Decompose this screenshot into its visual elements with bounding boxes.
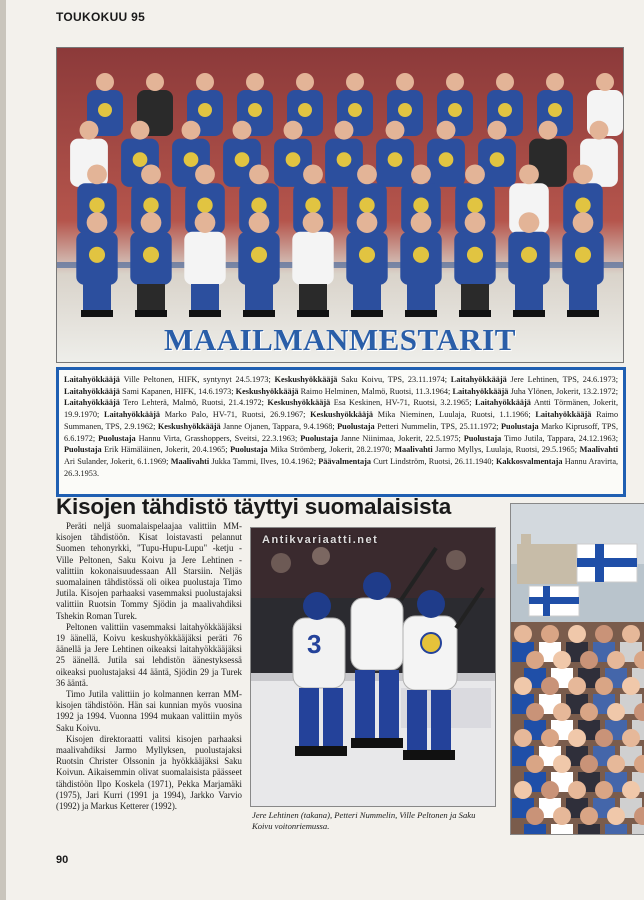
team-photo-image bbox=[57, 48, 623, 362]
roster-player: Raimo Summanen, TPS, 2.9.1962; bbox=[64, 410, 619, 431]
roster-player: Juha Ylönen, Jokerit, 13.2.1972; bbox=[510, 386, 619, 396]
page-spine bbox=[0, 0, 6, 900]
roster-player: Raimo Helminen, Malmö, Ruotsi, 11.3.1964; bbox=[300, 386, 451, 396]
page-number: 90 bbox=[56, 854, 69, 866]
roster-role: Maalivahti bbox=[170, 456, 210, 466]
roster-entry bbox=[230, 445, 392, 454]
roster-player: Saku Koivu, TPS, 23.11.1974; bbox=[341, 375, 447, 384]
roster-player: Marko Kiprusoff, TPS, 6.6.1972; bbox=[64, 421, 619, 443]
roster-role: Maalivahti bbox=[579, 445, 619, 455]
roster-player: Janne Ojanen, Tappara, 9.4.1968; bbox=[223, 421, 335, 431]
roster-entry bbox=[64, 398, 264, 407]
roster-role: Laitahyökkääjä bbox=[474, 398, 531, 408]
roster-role: Puolustaja bbox=[463, 433, 502, 443]
roster-role: Puolustaja bbox=[230, 445, 268, 455]
roster-entry bbox=[310, 410, 531, 419]
roster-role: Puolustaja bbox=[98, 433, 136, 443]
roster-player: Jarmo Myllys, Luulaja, Ruotsi, 29.5.1965; bbox=[435, 445, 578, 455]
roster-entry bbox=[451, 375, 618, 384]
roster-role: Puolustaja bbox=[64, 445, 102, 455]
roster-player: Hannu Virta, Grasshoppers, Sveitsi, 22.3.1963; bbox=[138, 433, 298, 443]
fans-photo-image bbox=[511, 504, 644, 834]
roster-role: Keskushyökkääjä bbox=[310, 410, 373, 420]
roster-role: Keskushyökkääjä bbox=[267, 398, 331, 408]
roster-player: Timo Jutila, Tappara, 24.12.1963; bbox=[504, 433, 619, 443]
article-paragraph: Peräti neljä suomalaispelaajaa valittiin MM-kisojen tähdistöön. Kisat loistavasti pelannut Suomen tehonyrkki, "Tupu-Hupu-Lupu" -ketju - Ville Peltonen, Saku Koivu ja Jere Lehtinen - valittiin kokonaisuudessaan All Starsiin. Neljäs suomalainen tähdistössä oli oikea puolustaja Timo Jutila. Kisojen parhaaksi vasemmaksi puolustajaksi valittiin Ruotsin Tommy Sjödin ja maalivahdiksi Tshekin Roman Turek. bbox=[56, 521, 242, 621]
roster-entry bbox=[171, 457, 316, 466]
roster-role: Laitahyökkääjä bbox=[64, 375, 120, 384]
roster-role: Päävalmentaja bbox=[318, 456, 371, 466]
roster-entry bbox=[337, 422, 499, 431]
roster-role: Puolustaja bbox=[501, 421, 539, 431]
roster-entry bbox=[300, 434, 461, 443]
article-headline: Kisojen tähdistö täyttyi suomalaisista bbox=[56, 494, 452, 519]
team-photo bbox=[56, 47, 624, 363]
roster-player: Jukka Tammi, Ilves, 10.4.1962; bbox=[211, 456, 316, 466]
roster-entry bbox=[453, 387, 619, 396]
svg-text:3: 3 bbox=[307, 629, 322, 659]
team-photo-title: MAAILMANMESTARIT bbox=[164, 322, 516, 357]
roster-player: Antti Törmänen, Jokerit, 19.9.1970; bbox=[64, 398, 619, 420]
roster-role: Laitahyökkääjä bbox=[104, 410, 160, 420]
roster-player: Curt Lindström, Ruotsi, 26.11.1940; bbox=[373, 456, 494, 466]
article-paragraph: Timo Jutila valittiin jo kolmannen kerran MM-kisojen tähdistöön. Hän sai kunnian myös vuosina 1992 ja 1994. Vuonna 1994 mukaan valittiin myös Saku Koivu. bbox=[56, 689, 242, 733]
roster-entry bbox=[318, 457, 494, 466]
roster-list bbox=[64, 375, 618, 478]
article-paragraph: Kisojen direktoraatti valitsi kisojen parhaaksi maalivahdiksi Jarmo Myllyksen, puolustajaksi Ruotsin Christer Olssonin ja hyökkääjäksi Saku Koivun. Aikaisemmin olivat suomalaisista päässeet tähdistöön Ilpo Koskela (1971), Pekka Marjamäki (1975), Jari Kurri (1991 ja 1994), Jarkko Varvio (1992) ja Markus Ketterer (1992). bbox=[56, 733, 242, 812]
roster-role: Keskushyökkääjä bbox=[274, 375, 338, 384]
roster-player: Janne Niinimaa, Jokerit, 22.5.1975; bbox=[340, 433, 461, 443]
roster-entry bbox=[236, 387, 451, 396]
roster-role: Maalivahti bbox=[394, 445, 433, 455]
roster-player: Mika Strömberg, Jokerit, 28.2.1970; bbox=[270, 445, 392, 455]
roster-role: Kakkosvalmentaja bbox=[496, 456, 563, 466]
roster-role: Laitahyökkääjä bbox=[452, 386, 509, 396]
action-photo-caption: Jere Lehtinen (takana), Petteri Nummelin, Ville Peltonen ja Saku Koivu voitonriemussa. bbox=[252, 810, 476, 831]
roster-role: Laitahyökkääjä bbox=[64, 386, 120, 396]
section-header: TOUKOKUU 95 bbox=[56, 10, 146, 24]
roster-role: Laitahyökkääjä bbox=[64, 398, 120, 408]
roster-box bbox=[56, 367, 626, 497]
roster-entry bbox=[394, 445, 577, 454]
roster-entry bbox=[98, 434, 297, 443]
roster-entry bbox=[104, 410, 305, 419]
roster-player: Esa Keskinen, HV-71, Ruotsi, 3.2.1965; bbox=[333, 398, 472, 408]
roster-entry bbox=[64, 375, 271, 384]
roster-entry bbox=[64, 445, 228, 454]
roster-player: Ari Sulander, Jokerit, 6.1.1969; bbox=[64, 456, 169, 466]
roster-entry bbox=[275, 375, 447, 384]
roster-entry bbox=[464, 434, 618, 443]
roster-role: Puolustaja bbox=[300, 433, 338, 443]
roster-player: Ville Peltonen, HIFK, syntynyt 24.5.1973; bbox=[123, 375, 271, 384]
fans-photo bbox=[510, 503, 644, 835]
watermark: Antikvariaatti.net bbox=[262, 534, 379, 546]
roster-role: Laitahyökkääjä bbox=[450, 375, 507, 384]
roster-role: Keskushyökkääjä bbox=[157, 421, 221, 431]
action-photo bbox=[250, 527, 496, 807]
roster-role: Keskushyökkääjä bbox=[235, 386, 299, 396]
roster-entry bbox=[267, 398, 471, 407]
article-body bbox=[56, 521, 242, 812]
roster-player: Mika Nieminen, Luulaja, Ruotsi, 1.1.1966; bbox=[377, 410, 531, 420]
roster-player: Jere Lehtinen, TPS, 24.6.1973; bbox=[510, 375, 619, 384]
roster-player: Erik Hämäläinen, Jokerit, 20.4.1965; bbox=[104, 445, 228, 455]
action-photo-image bbox=[251, 528, 495, 806]
roster-player: Marko Palo, HV-71, Ruotsi, 26.9.1967; bbox=[164, 410, 306, 420]
roster-player: Hannu Aravirta, 26.3.1953. bbox=[64, 456, 619, 478]
roster-player: Petteri Nummelin, TPS, 25.11.1972; bbox=[377, 421, 499, 431]
roster-role: Puolustaja bbox=[337, 421, 375, 431]
roster-role: Laitahyökkääjä bbox=[535, 410, 592, 420]
roster-entry bbox=[158, 422, 335, 431]
roster-entry bbox=[64, 387, 234, 396]
roster-player: Sami Kapanen, HIFK, 14.6.1973; bbox=[122, 386, 234, 396]
roster-player: Tero Lehterä, Malmö, Ruotsi, 21.4.1972; bbox=[123, 398, 264, 408]
article-paragraph: Peltonen valittiin vasemmaksi laitahyökkääjäksi 19 äänellä, Koivu keskushyökkääjäksi peräti 76 äänellä ja Jere Lehtinen oikeaksi laitahyökkääjäksi 25 äänellä. Jutila sai lehdistön äänestyksessä oikeaksi puolustajaksi 44 ääntä, Sjödin 29 ja Turek 36 ääntä. bbox=[56, 621, 242, 688]
